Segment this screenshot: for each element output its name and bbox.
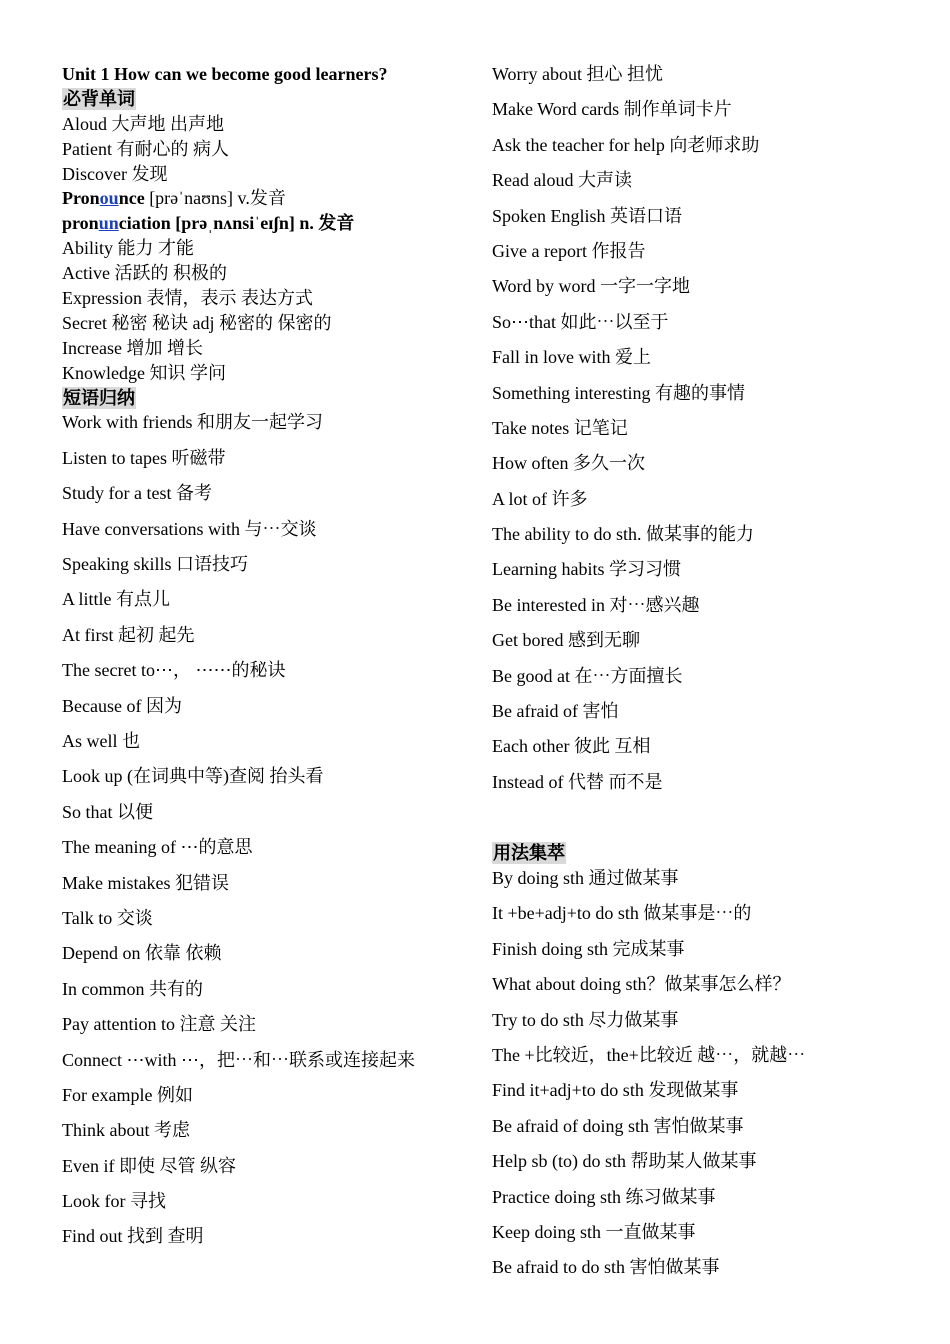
pronounce-part-a: Pron <box>62 188 100 209</box>
phrase-item: Fall in love with 爱上 <box>492 347 651 368</box>
pronunciation-part-a: pron <box>62 213 99 234</box>
phrase-item: Be good at 在⋯方面擅长 <box>492 665 683 686</box>
phrase-item: Work with friends 和朋友一起学习 <box>62 412 324 433</box>
phrase-item: Read aloud 大声读 <box>492 170 632 191</box>
pronounce-highlight: ou <box>99 188 119 209</box>
phrase-item: Be interested in 对⋯感兴趣 <box>492 594 700 615</box>
phrase-item: How often 多久一次 <box>492 453 645 474</box>
phrase-item: So that 以便 <box>62 801 154 822</box>
phrase-item: Take notes 记笔记 <box>492 417 628 438</box>
phrase-item: Make mistakes 犯错误 <box>62 872 229 893</box>
phrase-item: The ability to do sth. 做某事的能力 <box>492 524 754 545</box>
usage-item: What about doing sth？做某事怎么样？ <box>492 974 791 995</box>
phrase-item: A lot of 许多 <box>492 488 588 509</box>
usage-list <box>492 866 932 1291</box>
phrase-item: For example 例如 <box>62 1084 193 1105</box>
phrase-item: So⋯that 如此⋯以至于 <box>492 311 669 332</box>
usage-item: By doing sth 通过做某事 <box>492 868 679 889</box>
usage-item: It +be+adj+to do sth 做某事是⋯的 <box>492 903 752 924</box>
usage-item: Try to do sth 尽力做某事 <box>492 1009 679 1030</box>
phrase-item: Depend on 依靠 依赖 <box>62 943 222 964</box>
vocab-item-pronounce <box>62 186 462 211</box>
pronunciation-highlight: un <box>98 213 119 234</box>
phrase-heading: 短语归纳 <box>63 387 135 408</box>
phrase-item: Something interesting 有趣的事情 <box>492 382 745 403</box>
phrase-item: A little 有点儿 <box>62 589 170 610</box>
usage-item: Be afraid to do sth 害怕做某事 <box>492 1257 720 1278</box>
usage-item: Finish doing sth 完成某事 <box>492 938 685 959</box>
phrase-item: Spoken English 英语口语 <box>492 205 683 226</box>
phrase-item: Study for a test 备考 <box>62 483 212 504</box>
vocab-item: Active 活跃的 积极的 <box>62 263 227 284</box>
phrase-item: Instead of 代替 而不是 <box>492 771 663 792</box>
usage-item: Keep doing sth 一直做某事 <box>492 1222 696 1242</box>
pronunciation-definition: ciation [prəˌnʌnsiˈeɪʃn] n. 发音 <box>118 213 355 234</box>
vocab-item: Ability 能力 才能 <box>62 238 195 259</box>
usage-item: Help sb (to) do sth 帮助某人做某事 <box>492 1151 757 1172</box>
phrase-item: Think about 考虑 <box>62 1120 190 1141</box>
phrase-item: Because of 因为 <box>62 695 182 716</box>
pronounce-part-c: nce <box>118 188 145 209</box>
usage-item: Be afraid of doing sth 害怕做某事 <box>492 1115 744 1136</box>
vocab-item-pronunciation <box>62 211 462 236</box>
phrase-item: Worry about 担心 担忧 <box>492 64 664 84</box>
phrase-item: At first 起初 起先 <box>62 624 195 645</box>
phrase-item: The meaning of ⋯的意思 <box>62 837 253 858</box>
usage-item: Practice doing sth 练习做某事 <box>492 1186 716 1207</box>
phrase-item: Look for 寻找 <box>62 1191 166 1212</box>
phrase-item: Listen to tapes 听磁带 <box>62 447 226 468</box>
vocab-item: Aloud 大声地 出声地 <box>62 113 224 134</box>
vocab-item: Expression 表情，表示 表达方式 <box>62 288 313 309</box>
phrase-item: Each other 彼此 互相 <box>492 736 651 757</box>
right-column <box>492 62 932 1291</box>
phrase-list-right <box>492 62 932 805</box>
vocab-item: Knowledge 知识 学问 <box>62 362 226 383</box>
phrase-item: Find out 找到 查明 <box>62 1226 204 1247</box>
usage-item: Find it+adj+to do sth 发现做某事 <box>492 1080 739 1101</box>
phrase-item: Learning habits 学习习惯 <box>492 559 681 580</box>
phrase-item: The secret to⋯， ⋯⋯的秘诀 <box>62 660 286 681</box>
phrase-item: Speaking skills 口语技巧 <box>62 554 249 575</box>
phrase-item: Make Word cards 制作单词卡片 <box>492 99 732 120</box>
phrase-item: Pay attention to 注意 关注 <box>62 1014 256 1035</box>
usage-item: The +比较近，the+比较近 越⋯，就越⋯ <box>492 1045 806 1066</box>
phrase-item: Ask the teacher for help 向老师求助 <box>492 134 760 155</box>
phrase-item: As well 也 <box>62 730 140 751</box>
phrase-item: Word by word 一字一字地 <box>492 276 691 297</box>
phrase-item: Give a report 作报告 <box>492 240 646 261</box>
left-column <box>62 62 462 1260</box>
usage-heading: 用法集萃 <box>493 843 565 864</box>
phrase-item: Connect ⋯with ⋯，把⋯和⋯联系或连接起来 <box>62 1049 415 1070</box>
vocab-heading: 必背单词 <box>63 88 135 109</box>
phrase-item: Look up (在词典中等)查阅 抬头看 <box>62 766 324 787</box>
phrase-item: In common 共有的 <box>62 978 203 999</box>
phrase-item: Even if 即使 尽管 纵容 <box>62 1155 236 1176</box>
vocab-item: Increase 增加 增长 <box>62 337 203 358</box>
page-title: Unit 1 How can we become good learners? <box>62 64 388 84</box>
vocab-item: Discover 发现 <box>62 163 168 184</box>
phrase-item: Have conversations with 与⋯交谈 <box>62 518 317 539</box>
phrase-item: Get bored 感到无聊 <box>492 630 640 651</box>
pronounce-definition: [prəˈnaʊns] v.发音 <box>144 188 286 209</box>
vocab-item: Secret 秘密 秘诀 adj 秘密的 保密的 <box>62 312 332 333</box>
phrase-list-left <box>62 410 462 1259</box>
phrase-item: Talk to 交谈 <box>62 907 153 928</box>
phrase-item: Be afraid of 害怕 <box>492 701 619 722</box>
vocab-item: Patient 有耐心的 病人 <box>62 138 229 159</box>
